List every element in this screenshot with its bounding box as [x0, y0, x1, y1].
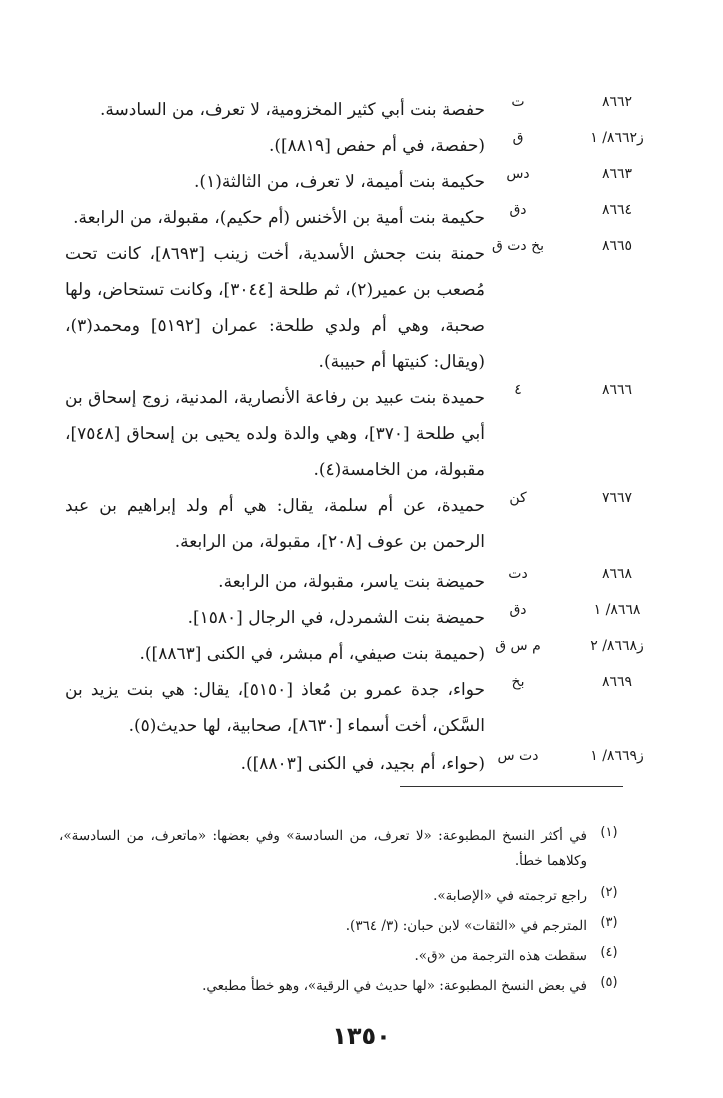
entry-number: ز٨٦٦٩/ ١	[590, 748, 644, 764]
footnote-text: راجع ترجمته في «الإصابة».	[433, 888, 587, 904]
entry-number: ٨٦٦٥	[601, 238, 633, 254]
entry-text: حكيمة بنت أميمة، لا تعرف، من الثالثة(١).	[194, 172, 485, 192]
entry-number: ٨٦٦٩	[601, 674, 633, 690]
entry-code: ت	[511, 94, 525, 110]
entry-code: دق	[509, 202, 527, 218]
entry-number: ٨٦٦٨/ ١	[593, 602, 641, 618]
entry-number: ٨٦٦٨	[601, 566, 633, 582]
entry-text: (حواء، أم بجيد، في الكنى [٨٨٠٣]).	[240, 754, 485, 774]
entry-text: حميدة، عن أم سلمة، يقال: هي أم ولد إبراهيم بن عبد الرحمن بن عوف [٢٠٨]، مقبولة، من الرابعة.	[65, 496, 485, 552]
footnote-number: (٤)	[600, 945, 618, 960]
footnote-text: في أكثر النسخ المطبوعة: «لا تعرف، من السادسة» وفي بعضها: «ماتعرف، من السادسة»، وكلاهما خطأ.	[59, 828, 587, 869]
entry-code: دت	[508, 566, 528, 582]
footnote-number: (٥)	[600, 975, 618, 990]
footnote-number: (١)	[600, 825, 618, 840]
entry-code: دت س	[497, 748, 539, 764]
entry-number: ٨٦٦٤	[601, 202, 633, 218]
entry-text: حميضة بنت الشمردل، في الرجال [١٥٨٠].	[187, 608, 485, 628]
entry-code: م س ق	[495, 638, 541, 654]
entry-number: ٨٦٦٣	[601, 166, 633, 182]
entry-text: حفصة بنت أبي كثير المخزومية، لا تعرف، من السادسة.	[100, 100, 485, 120]
entry-code: ق	[512, 130, 524, 146]
entry-code: كن	[509, 490, 527, 506]
entry-text: (حفصة، في أم حفص [٨٨١٩]).	[268, 136, 485, 156]
footnote-text: في بعض النسخ المطبوعة: «لها حديث في الرقية»، وهو خطأ مطبعي.	[202, 978, 587, 994]
entry-text: (حميمة بنت صيفي، أم مبشر، في الكنى [٨٨٦٣]).	[139, 644, 485, 664]
page-number: ١٣٥٠	[332, 1022, 391, 1050]
entry-text: حكيمة بنت أمية بن الأخنس (أم حكيم)، مقبولة، من الرابعة.	[73, 208, 485, 228]
entry-text: حواء، جدة عمرو بن مُعاذ [٥١٥٠]، يقال: هي بنت يزيد بن السَّكن، أخت أسماء [٨٦٣٠]، صحابية، لها حديث(٥).	[65, 680, 486, 736]
entry-number: ٧٦٦٧	[601, 490, 633, 506]
entry-code: دق	[509, 602, 527, 618]
footnote-number: (٣)	[600, 915, 618, 930]
footnote-text: المترجم في «الثقات» لابن حبان: (٣/ ٣٦٤).	[345, 918, 587, 934]
entry-text: حميدة بنت عبيد بن رفاعة الأنصارية، المدنية، زوج إسحاق بن أبي طلحة [٣٧٠]، وهي والدة ولده يحيى بن إسحاق [٧٥٤٨]، مقبولة، من الخامسة(٤).	[65, 388, 486, 480]
footnote-number: (٢)	[600, 885, 618, 900]
entry-code: بخ	[511, 674, 525, 690]
entry-number: ٨٦٦٢	[601, 94, 633, 110]
footnote-separator	[400, 786, 623, 787]
entry-number: ز٨٦٦٨/ ٢	[590, 638, 644, 654]
entry-code: ٤	[514, 382, 522, 398]
footnote-text: سقطت هذه الترجمة من «ق».	[414, 948, 587, 964]
entry-number: ٨٦٦٦	[601, 382, 633, 398]
entry-text: حميضة بنت ياسر، مقبولة، من الرابعة.	[218, 572, 485, 592]
entry-code: بخ دت ق	[491, 238, 545, 254]
entry-code: دس	[506, 166, 530, 182]
entry-text: حمنة بنت جحش الأسدية، أخت زينب [٨٦٩٣]، كانت تحت مُصعب بن عمير(٢)، ثم طلحة [٣٠٤٤]، وكانت تستحاض، ولها صحبة، وهي أم ولدي طلحة: عمران [٥١٩٢] ومحمد(٣)، (ويقال: كنيتها أم حبيبة).	[65, 244, 486, 372]
entry-number: ز٨٦٦٢/ ١	[590, 130, 644, 146]
